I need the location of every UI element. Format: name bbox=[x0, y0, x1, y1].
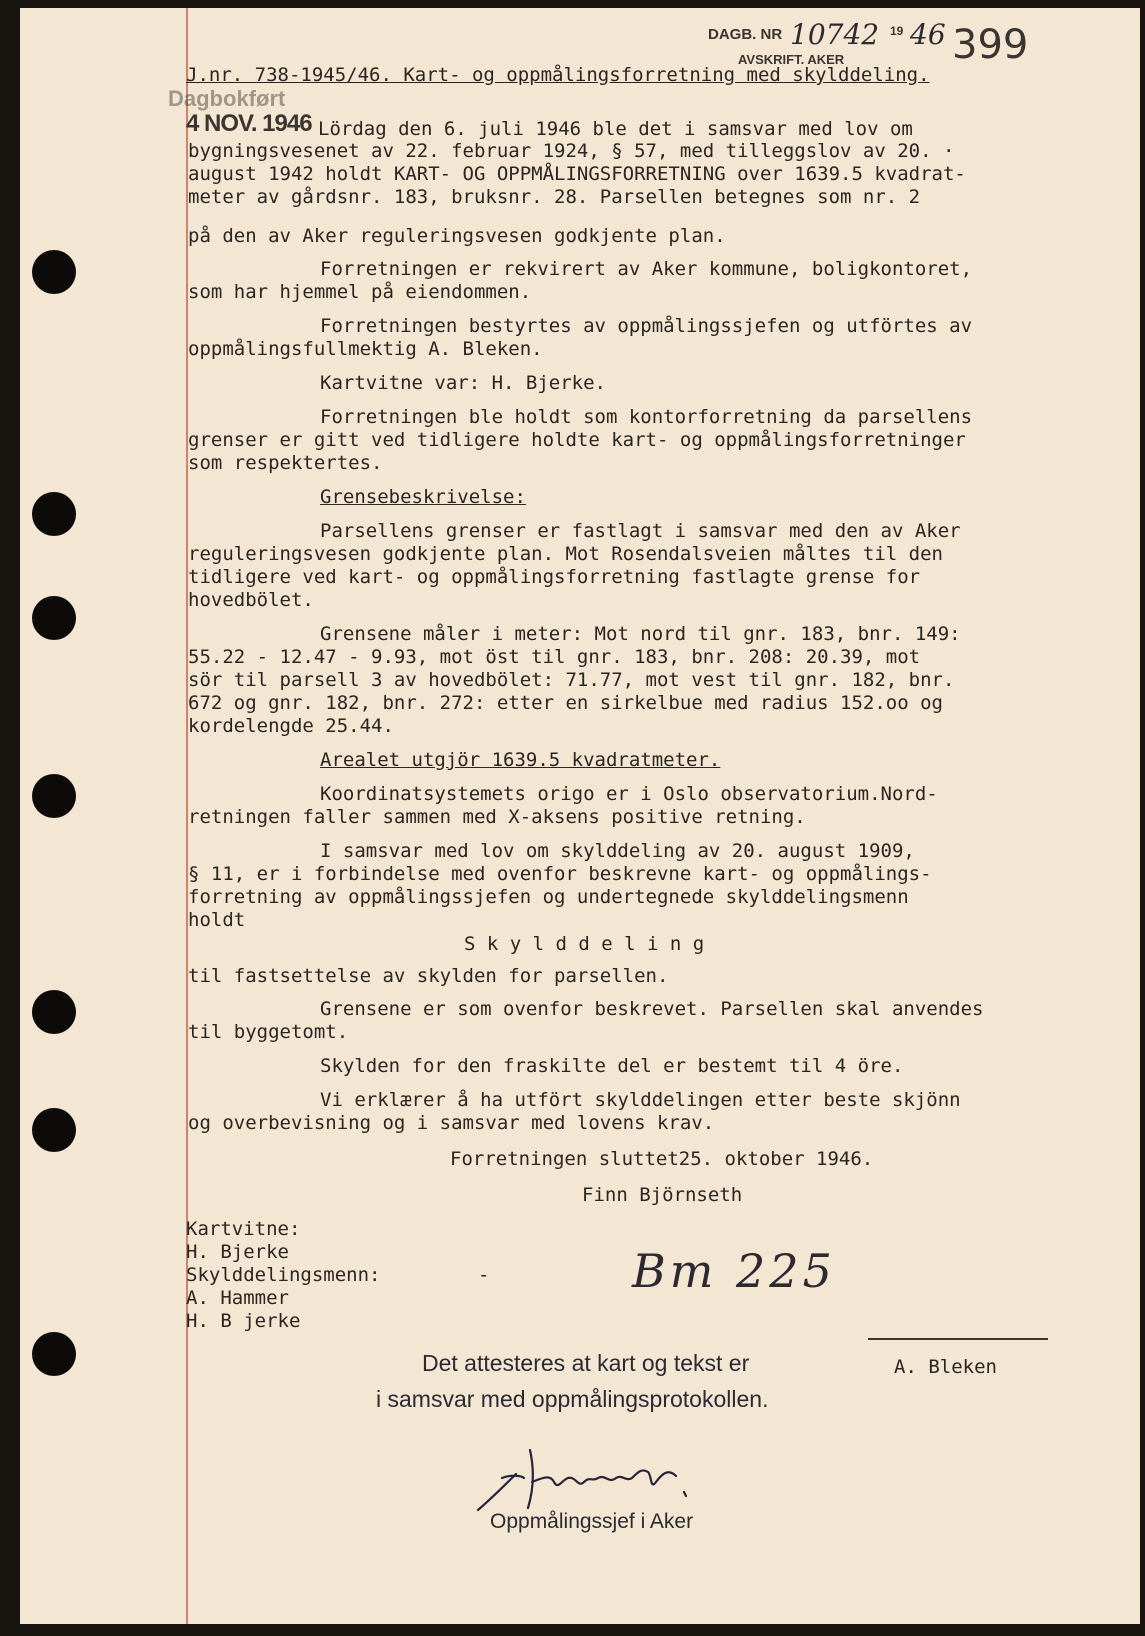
avskrift-stamp: AVSKRIFT. AKER bbox=[738, 52, 845, 67]
body-line: Forretningen ble holdt som kontorforretning da parsellens bbox=[320, 406, 973, 428]
body-line: august 1942 holdt KART- OG OPPMÅLINGSFORRETNING over 1639.5 kvadrat- bbox=[188, 163, 966, 185]
body-line: sör til parsell 3 av hovedbölet: 71.77, mot vest til gnr. 182, bnr. bbox=[188, 669, 955, 691]
body-line: 672 og gnr. 182, bnr. 272: etter en sirkelbue med radius 152.oo og bbox=[188, 692, 943, 714]
punch-hole bbox=[32, 1108, 76, 1152]
dagbokfort-stamp: Dagbokført bbox=[168, 86, 286, 111]
handwritten-signature bbox=[472, 1438, 712, 1518]
body-line: tidligere ved kart- og oppmålingsforretning fastlagte grense for bbox=[188, 566, 921, 588]
body-line: § 11, er i forbindelse med ovenfor beskrevne kart- og oppmålings- bbox=[188, 863, 932, 885]
body-line: grenser er gitt ved tidligere holdte kart- og oppmålingsforretninger bbox=[188, 429, 966, 451]
body-line: Kartvitne var: H. Bjerke. bbox=[320, 372, 606, 394]
signatory-line: Kartvitne: bbox=[186, 1218, 301, 1240]
body-line: Vi erklærer å ha utfört skylddelingen etter beste skjönn bbox=[320, 1089, 961, 1111]
dash-mark: - bbox=[478, 1264, 490, 1286]
signature-line bbox=[868, 1338, 1048, 1340]
body-line: meter av gårdsnr. 183, bruksnr. 28. Parsellen betegnes som nr. 2 bbox=[188, 186, 921, 208]
year-suffix: 46 bbox=[910, 18, 946, 51]
body-line: Grensene er som ovenfor beskrevet. Parsellen skal anvendes bbox=[320, 998, 984, 1020]
body-line: oppmålingsfullmektig A. Bleken. bbox=[188, 338, 543, 360]
handwritten-note: Bm 225 bbox=[632, 1244, 836, 1298]
year-prefix: 19 bbox=[890, 24, 904, 38]
area-heading: Arealet utgjör 1639.5 kvadratmeter. bbox=[320, 749, 721, 771]
section-heading: Grensebeskrivelse: bbox=[320, 486, 526, 508]
body-line: kordelengde 25.44. bbox=[188, 715, 394, 737]
body-line: retningen faller sammen med X-aksens positive retning. bbox=[188, 806, 806, 828]
page-number: 399 bbox=[952, 22, 1029, 68]
closing-date-line: Forretningen sluttet25. oktober 1946. bbox=[450, 1148, 874, 1170]
body-line: Skylden for den fraskilte del er bestemt til 4 öre. bbox=[320, 1055, 904, 1077]
signer-name: Finn Björnseth bbox=[582, 1184, 743, 1206]
body-line: hovedbölet. bbox=[188, 589, 314, 611]
journal-header: J.nr. 738-1945/46. Kart- og oppmålingsforretning med skylddeling. bbox=[186, 64, 930, 86]
body-line: til fastsettelse av skylden for parsellen. bbox=[188, 965, 669, 987]
body-line: Forretningen er rekvirert av Aker kommune, boligkontoret, bbox=[320, 258, 973, 280]
body-line: på den av Aker reguleringsvesen godkjente plan. bbox=[188, 225, 726, 247]
skylddeling-heading: S k y l d d e l i n g bbox=[464, 933, 705, 955]
attestation-line-2: i samsvar med oppmålingsprotokollen. bbox=[376, 1386, 769, 1412]
body-line: Parsellens grenser er fastlagt i samsvar med den av Aker bbox=[320, 520, 961, 542]
punch-hole bbox=[32, 990, 76, 1034]
body-line: I samsvar med lov om skylddeling av 20. august 1909, bbox=[320, 840, 915, 862]
dagb-number: 10742 bbox=[790, 18, 880, 51]
body-line: som respektertes. bbox=[188, 452, 383, 474]
signatory-line: A. Hammer bbox=[186, 1287, 289, 1309]
signatory-line: H. Bjerke bbox=[186, 1241, 289, 1263]
body-line: bygningsvesenet av 22. februar 1924, § 57, med tilleggslov av 20. · bbox=[188, 140, 955, 162]
signer-right: A. Bleken bbox=[894, 1356, 997, 1378]
punch-hole bbox=[32, 774, 76, 818]
signatory-line: H. B jerke bbox=[186, 1310, 301, 1332]
attestation-title: Oppmålingssjef i Aker bbox=[490, 1510, 694, 1533]
body-line: Grensene måler i meter: Mot nord til gnr. 183, bnr. 149: bbox=[320, 623, 961, 645]
punch-hole bbox=[32, 1332, 76, 1376]
body-line: til byggetomt. bbox=[188, 1021, 349, 1043]
attestation-line-1: Det attesteres at kart og tekst er bbox=[422, 1350, 750, 1376]
document-page bbox=[20, 8, 1140, 1624]
body-line: Lördag den 6. juli 1946 ble det i samsvar med lov om bbox=[318, 118, 913, 140]
body-line: forretning av oppmålingssjefen og undertegnede skylddelingsmenn bbox=[188, 886, 909, 908]
body-line: og overbevisning og i samsvar med lovens krav. bbox=[188, 1112, 715, 1134]
dagb-label: DAGB. NR bbox=[708, 26, 783, 43]
punch-hole bbox=[32, 492, 76, 536]
body-line: som har hjemmel på eiendommen. bbox=[188, 281, 532, 303]
body-line: Forretningen bestyrtes av oppmålingssjefen og utförtes av bbox=[320, 315, 973, 337]
punch-hole bbox=[32, 250, 76, 294]
body-line: Koordinatsystemets origo er i Oslo observatorium.Nord- bbox=[320, 783, 938, 805]
body-line: reguleringsvesen godkjente plan. Mot Rosendalsveien måltes til den bbox=[188, 543, 943, 565]
body-line: holdt bbox=[188, 909, 246, 931]
date-stamp: 4 NOV. 1946 bbox=[186, 110, 312, 137]
body-line: 55.22 - 12.47 - 9.93, mot öst til gnr. 183, bnr. 208: 20.39, mot bbox=[188, 646, 921, 668]
signatory-line: Skylddelingsmenn: bbox=[186, 1264, 381, 1286]
punch-hole bbox=[32, 596, 76, 640]
